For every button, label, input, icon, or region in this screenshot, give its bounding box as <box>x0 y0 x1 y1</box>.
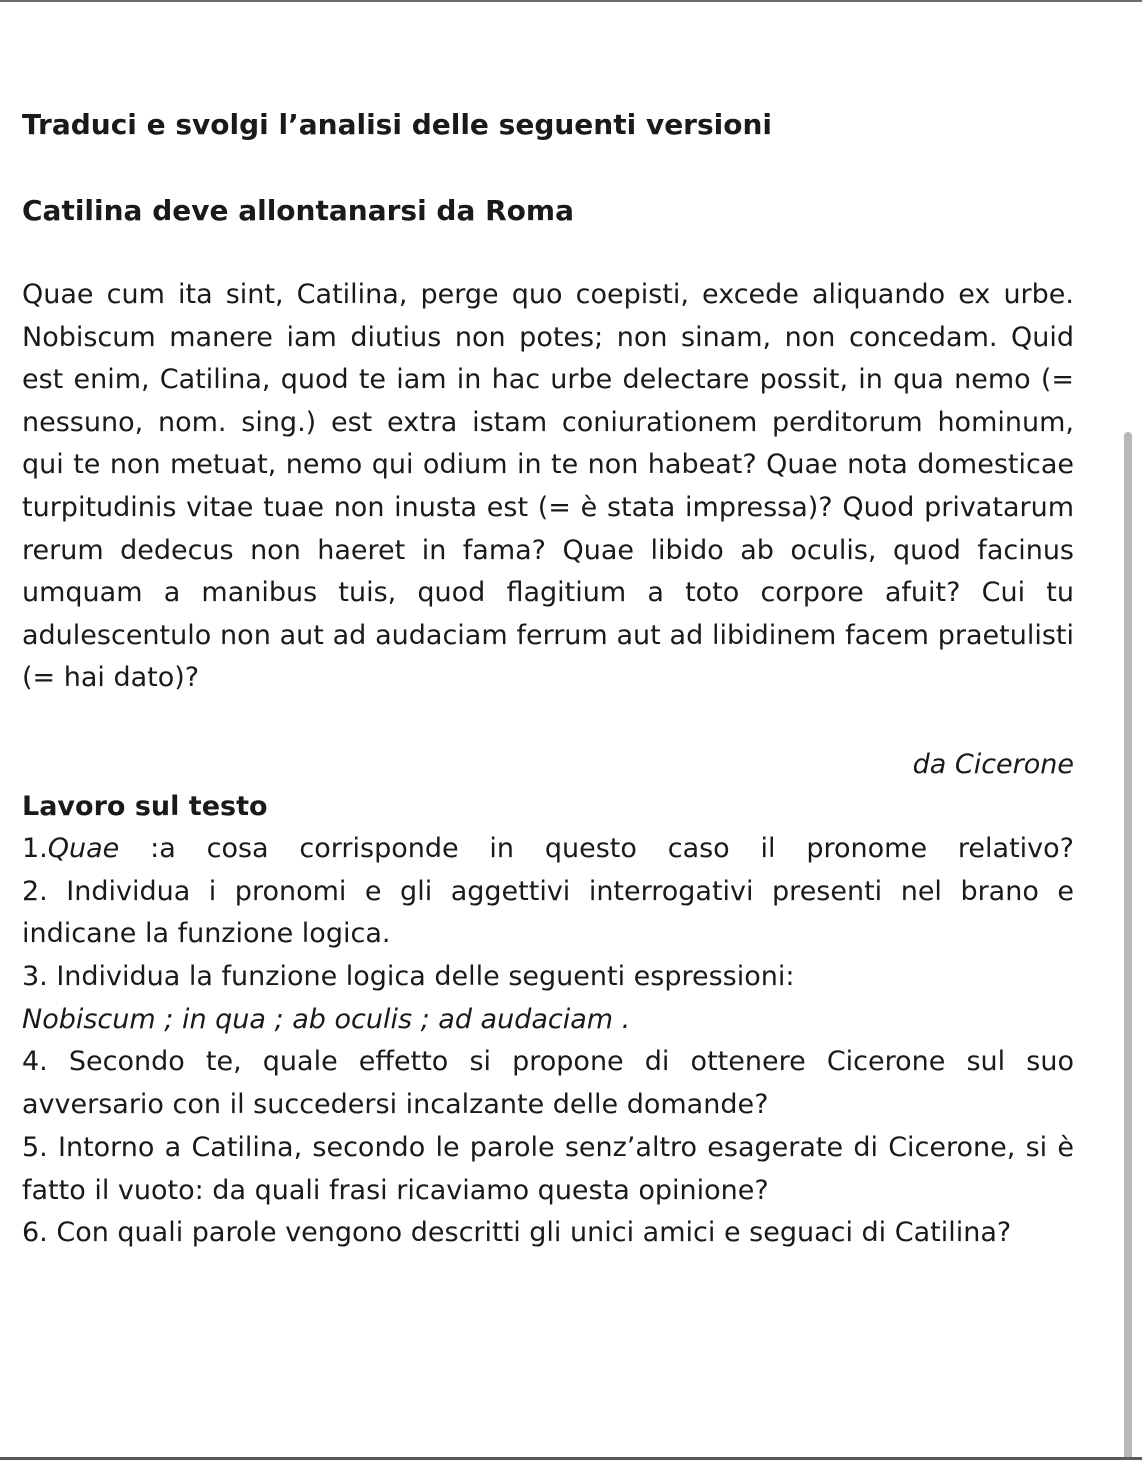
exercise-item-5: 5. Intorno a Catilina, secondo le parole senz’altro esagerate di Cicerone, si è fatto il vuoto: da quali frasi ricaviamo questa opinione? <box>22 1131 1074 1206</box>
exercise-item-6: 6. Con quali parole vengono descritti gli unici amici e seguaci di Catilina? <box>22 1217 1012 1249</box>
exercise-item-3-expressions: Nobiscum ; in qua ; ab oculis ; ad audaciam . <box>22 1003 631 1035</box>
exercise-item-4: 4. Secondo te, quale effetto si propone di ottenere Cicerone sul suo avversario con il succedersi incalzante delle domande? <box>22 1046 1074 1121</box>
exercise-item-1 <box>22 828 1074 871</box>
exercise-number: 1. <box>22 832 48 864</box>
source-attribution: da Cicerone <box>912 748 1074 780</box>
page-title: Traduci e svolgi l’analisi delle seguenti versioni <box>22 108 773 141</box>
exercise-item-2: 2. Individua i pronomi e gli aggettivi interrogativi presenti nel brano e indicane la funzione logica. <box>22 875 1074 950</box>
exercise-text: :a cosa corrisponde in questo caso il pronome relativo? <box>119 832 1074 864</box>
passage-title: Catilina deve allontanarsi da Roma <box>22 194 574 227</box>
exercise-item-3: 3. Individua la funzione logica delle seguenti espressioni: <box>22 961 795 993</box>
document-body <box>22 104 1074 1255</box>
exercises-title: Lavoro sul testo <box>22 790 268 822</box>
exercise-list <box>22 828 1074 1255</box>
scrollbar-thumb[interactable] <box>1124 432 1132 1460</box>
top-divider <box>0 0 1142 2</box>
latin-passage: Quae cum ita sint, Catilina, perge quo coepisti, excede aliquando ex urbe. Nobiscum manere iam diutius non potes; non sinam, non concedam. Quid est enim, Catilina, quod te iam in hac urbe delectare possit, in qua nemo (= nessuno, nom. sing.) est extra istam coniurationem perditorum hominum, qui te non metuat, nemo qui odium in te non habeat? Quae nota domesticae turpitudinis vitae tuae non inusta est (= è stata impressa)? Quod privatarum rerum dedecus non haeret in fama? Quae libido ab oculis, quod facinus umquam a manibus tuis, quod flagitium a toto corpore afuit? Cui tu adulescentulo non aut ad audaciam ferrum aut ad libidinem facem praetulisti (= hai dato)? <box>22 279 1074 694</box>
exercise-keyword: Quae <box>47 832 120 864</box>
